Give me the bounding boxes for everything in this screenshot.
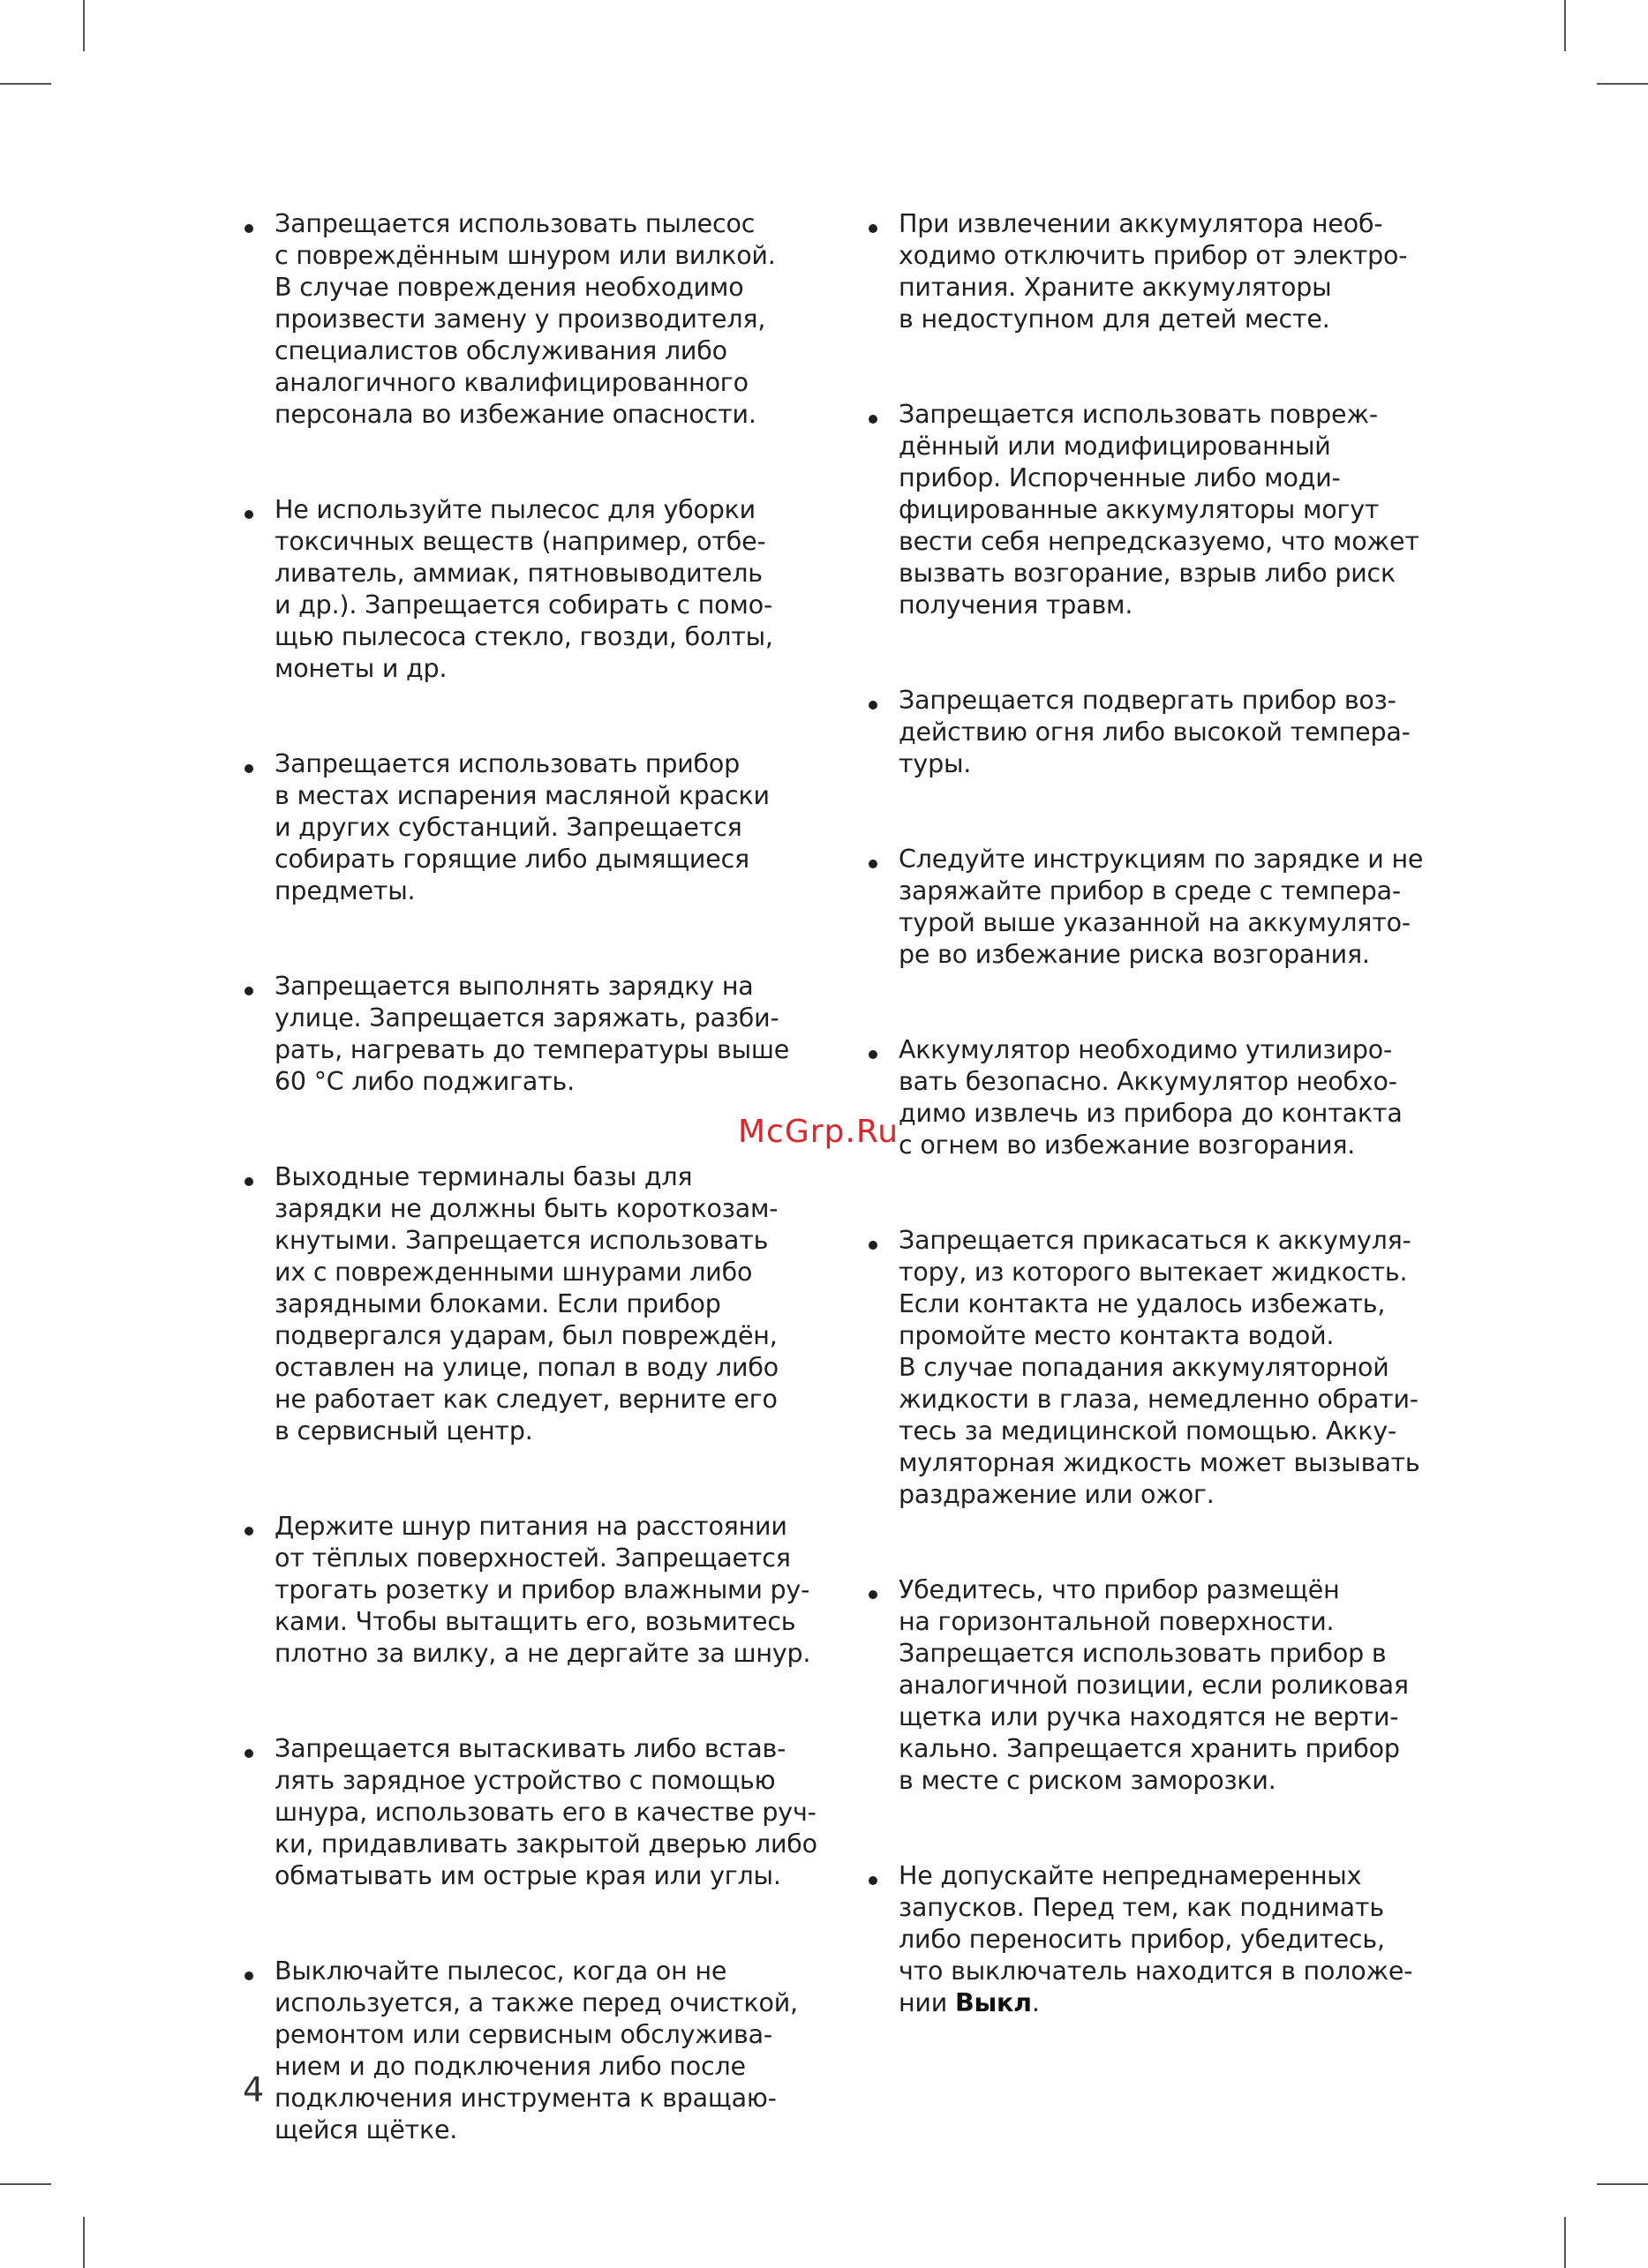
list-item-text: Запрещается подвергать прибор воз- действию огня либо высокой темпера- туры. (899, 686, 1411, 778)
list-item (243, 1511, 843, 1670)
crop-mark (1564, 2217, 1566, 2268)
list-item-text (899, 1860, 1467, 2019)
list-item (243, 208, 843, 431)
list-item-text: Запрещается использовать прибор в местах испарения масляной краски и других субстанций. Запрещается собирать горящие либо дымящиеся предметы. (275, 749, 770, 905)
list-item (867, 1034, 1467, 1161)
list-item (867, 844, 1467, 971)
crop-mark (1597, 2183, 1648, 2185)
list-item-text: Выходные терминалы базы для зарядки не должны быть короткозам- кнутыми. Запрещается использовать их с поврежденными шнурами либо зарядными блоками. Если прибор подвергался ударам, был повреждён, оставлен на улице, попал в воду либо не работает как следует, верните его в сервисный центр. (275, 1162, 779, 1446)
crop-mark (1564, 0, 1566, 51)
list-item (867, 685, 1467, 780)
right-column (867, 208, 1467, 2083)
list-item (867, 208, 1467, 335)
list-item-text: Запрещается вытаскивать либо встав- лять зарядное устройство с помощью шнура, использовать его в качестве руч- ки, придавливать закрытой дверью либо обматывать им острые края или углы. (275, 1734, 817, 1890)
last-item-text: Не допускайте непреднамеренных запусков. Перед тем, как поднимать либо переносить прибор, убедитесь, что выключатель находится в положе- нии (899, 1861, 1413, 2017)
list-item (243, 971, 843, 1098)
left-column (243, 208, 843, 2210)
crop-mark (1597, 83, 1648, 85)
list-item (867, 1860, 1467, 2019)
page-number: 4 (243, 2070, 265, 2109)
crop-mark (83, 0, 85, 51)
crop-mark (0, 83, 51, 85)
list-item-text: Запрещается прикасаться к аккумуля- тору, из которого вытекает жидкость. Если контакта не удалось избежать, промойте место контакта водой. В случае попадания аккумуляторной жидкости в глаза, немедленно обрати- тесь за медицинской помощью. Акку- муляторная жидкость может вызывать раздражение или ожог. (899, 1226, 1420, 1509)
list-item-text: Выключайте пылесос, когда он не используется, а также перед очисткой, ремонтом или сервисным обслужива- нием и до подключения либо после подключения инструмента к вращаю- щейся щётке. (275, 1956, 798, 2144)
list-item (867, 399, 1467, 621)
list-item-text: Следуйте инструкциям по зарядке и не заряжайте прибор в среде с темпера- турой выше указанной на аккумулято- ре во избежание риска возгорания. (899, 845, 1424, 969)
list-item (243, 1733, 843, 1892)
crop-mark (0, 2183, 51, 2185)
list-item-text: Запрещается использовать пылесос с повреждённым шнуром или вилкой. В случае повреждения необходимо произвести замену у производителя, специалистов обслуживания либо аналогичного квалифицированного персонала во избежание опасности. (275, 209, 776, 429)
list-item-text: Запрещается выполнять зарядку на улице. Запрещается заряжать, разби- рать, нагревать до температуры выше 60 °C либо поджигать. (275, 972, 790, 1096)
off-position-label: Выкл (954, 1988, 1032, 2017)
list-item-text: Аккумулятор необходимо утилизиро- вать безопасно. Аккумулятор необхо- димо извлечь из прибора до контакта с огнем во избежание возгорания. (899, 1035, 1403, 1160)
list-item (243, 494, 843, 685)
list-item (243, 1161, 843, 1447)
list-item-text: Держите шнур питания на расстоянии от тёплых поверхностей. Запрещается трогать розетку и прибор влажными ру- ками. Чтобы вытащить его, возьмитесь плотно за вилку, а не дергайте за шнур. (275, 1512, 811, 1668)
list-item-text: При извлечении аккумулятора необ- ходимо отключить прибор от электро- питания. Храните аккумуляторы в недоступном для детей месте. (899, 209, 1408, 334)
list-item-text: Запрещается использовать повреж- дённый или модифицированный прибор. Испорченные либо моди- фицированные аккумуляторы могут вести себя непредсказуемо, что может вызвать возгорание, взрыв либо риск получения травм. (899, 400, 1419, 620)
list-item (243, 748, 843, 907)
list-item (867, 1225, 1467, 1511)
crop-mark (83, 2217, 85, 2268)
list-item (243, 1956, 843, 2146)
list-item (867, 1574, 1467, 1797)
watermark: McGrp.Ru (738, 1114, 899, 1150)
last-item-suffix: . (1031, 1988, 1040, 2017)
list-item-text: Убедитесь, что прибор размещён на горизонтальной поверхности. Запрещается использовать прибор в аналогичной позиции, если роликовая щетка или ручка находятся не верти- кально. Запрещается хранить прибор в месте с риском заморозки. (899, 1575, 1409, 1795)
list-item-text: Не используйте пылесос для уборки токсичных веществ (например, отбе- ливатель, аммиак, пятновыводитель и др.). Запрещается собирать с помо- щью пылесоса стекло, гвозди, болты, монеты и др. (275, 495, 773, 683)
